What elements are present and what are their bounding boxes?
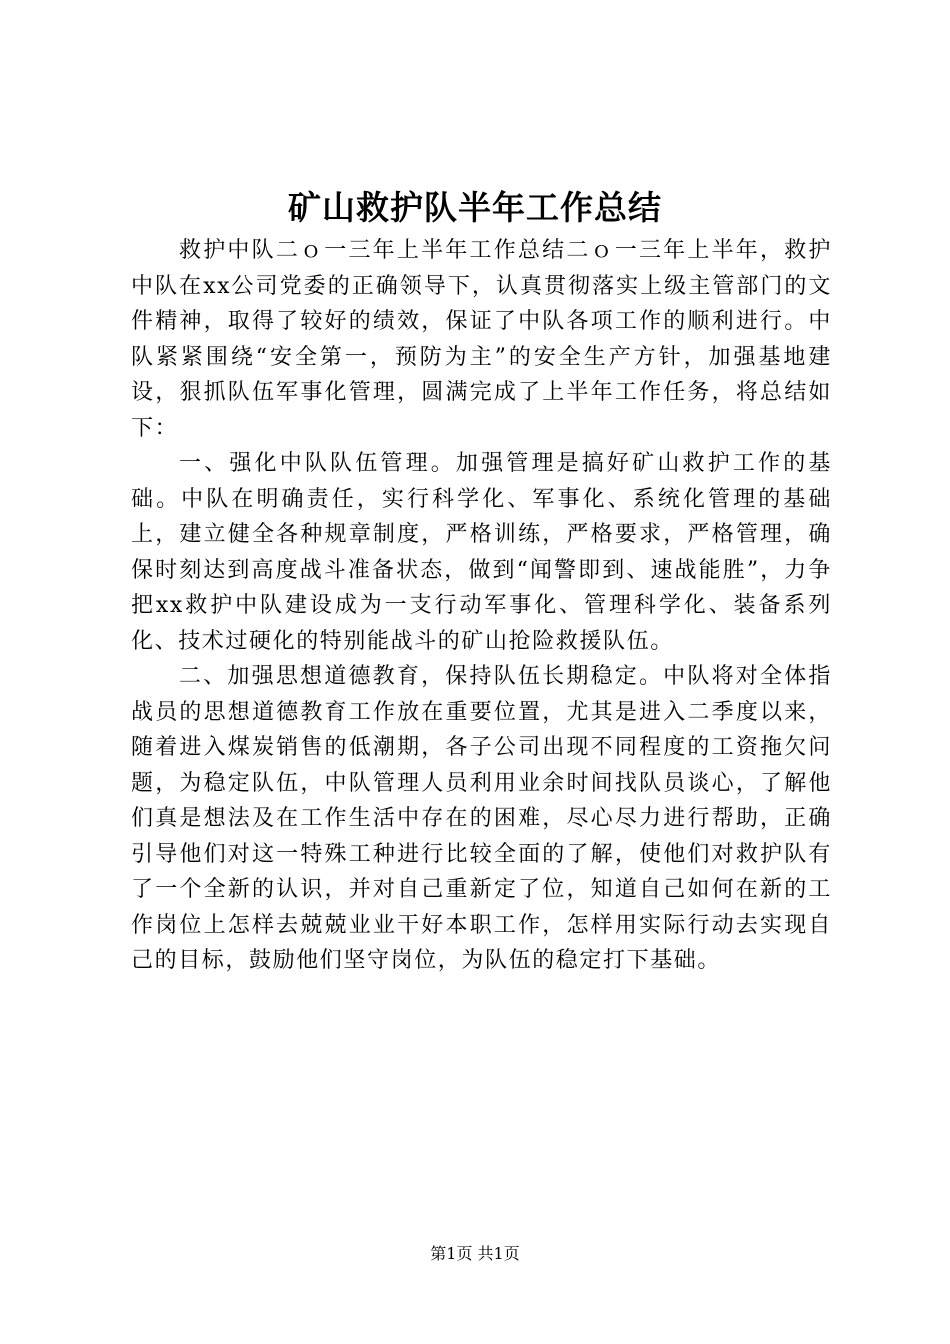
paragraph-section-1: 一、强化中队队伍管理。加强管理是搞好矿山救护工作的基础。中队在明确责任，实行科学化、军事化、系统化管理的基础上，建立健全各种规章制度，严格训练，严格要求，严格管理，确保时刻达到高度战斗准备状态，做到“闻警即到、速战能胜”，力争把xx救护中队建设成为一支行动军事化、管理科学化、装备系列化、技术过硬化的特别能战斗的矿山抢险救援队伍。 <box>131 451 832 654</box>
page-footer: 第1页 共1页 <box>430 1244 520 1263</box>
document-body <box>131 233 832 979</box>
paragraph-section-2: 二、加强思想道德教育，保持队伍长期稳定。中队将对全体指战员的思想道德教育工作放在重要位置，尤其是进入二季度以来，随着进入煤炭销售的低潮期，各子公司出现不同程度的工资拖欠问题，为稳定队伍，中队管理人员利用业余时间找队员谈心，了解他们真是想法及在工作生活中存在的困难，尽心尽力进行帮助，正确引导他们对这一特殊工种进行比较全面的了解，使他们对救护队有了一个全新的认识，并对自己重新定了位，知道自己如何在新的工作岗位上怎样去兢兢业业干好本职工作，怎样用实际行动去实现自己的目标，鼓励他们坚守岗位，为队伍的稳定打下基础。 <box>131 664 832 973</box>
paragraph-intro: 救护中队二ｏ一三年上半年工作总结二ｏ一三年上半年，救护中队在xx公司党委的正确领导下，认真贯彻落实上级主管部门的文件精神，取得了较好的绩效，保证了中队各项工作的顺利进行。中队紧紧围绕“安全第一，预防为主”的安全生产方针，加强基地建设，狠抓队伍军事化管理，圆满完成了上半年工作任务，将总结如下： <box>131 238 832 441</box>
document-title: 矿山救护队半年工作总结 <box>288 188 662 227</box>
